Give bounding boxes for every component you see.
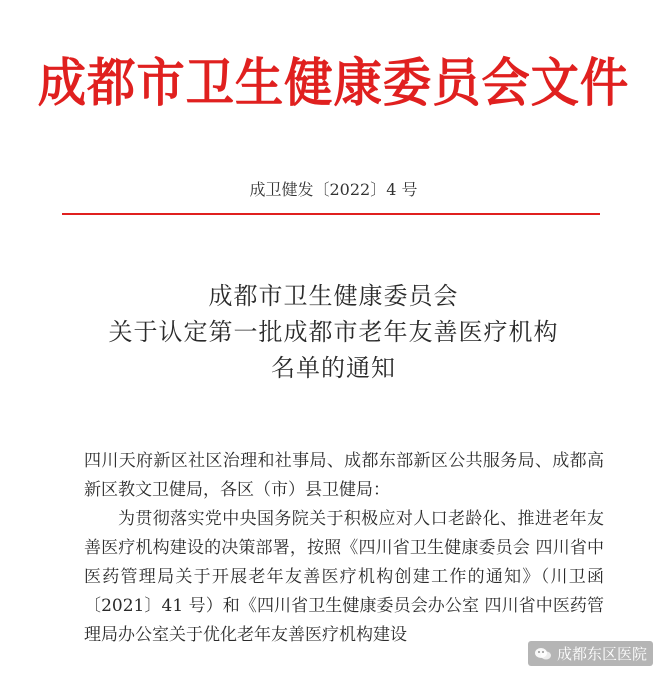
body-paragraph: 为贯彻落实党中央国务院关于积极应对人口老龄化、推进老年友善医疗机构建设的决策部署，按照《四川省卫生健康委员会 四川省中医药管理局关于开展老年友善医疗机构创建工作的通知》（川卫函〔2021〕41 号）和《四川省卫生健康委员会办公室 四川省中医药管理局办公室关于优化老年友善医疗机构建设 [84,509,604,645]
red-divider [62,213,600,215]
account-watermark [528,641,653,666]
title-line-3: 名单的通知 [271,354,396,382]
wechat-icon [534,647,552,661]
recipients-paragraph: 四川天府新区社区治理和社事局、成都东部新区公共服务局、成都高新区教文卫健局，各区（市）县卫健局： [84,451,604,500]
title-line-1: 成都市卫生健康委员会 [208,282,459,310]
notice-title [0,278,667,386]
notice-body [84,447,604,650]
watermark-text: 成都东区医院 [556,645,647,663]
title-line-2: 关于认定第一批成都市老年友善医疗机构 [108,318,559,346]
document-number: 成卫健发〔2022〕4 号 [249,180,418,199]
issuer-title: 成都市卫生健康委员会文件 [37,53,630,114]
